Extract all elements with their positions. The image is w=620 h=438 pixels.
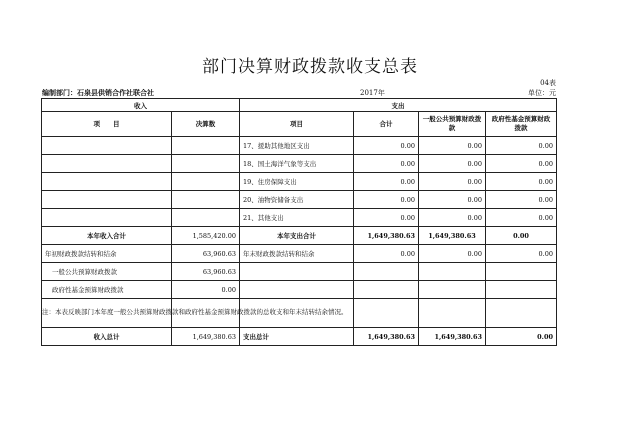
sub-fund-row xyxy=(42,281,557,299)
year-expense-fund: 0.00 xyxy=(486,227,557,245)
year-expense-general: 1,649,380.63 xyxy=(419,227,486,245)
expense-fund: 0.00 xyxy=(486,155,557,173)
grand-total-row xyxy=(42,328,557,346)
expense-item: 21、其他支出 xyxy=(240,209,354,227)
expense-header: 支出 xyxy=(240,99,557,112)
end-balance-label: 年末财政拨款结转和结余 xyxy=(240,245,354,263)
year-expense-label: 本年支出合计 xyxy=(240,227,354,245)
expense-total: 0.00 xyxy=(354,173,419,191)
sub-fund-label: 政府性基金预算财政拨款 xyxy=(42,281,172,299)
table-row xyxy=(42,209,557,227)
page-title: 部门决算财政拨款收支总表 xyxy=(202,57,418,77)
expense-total: 0.00 xyxy=(354,137,419,155)
expense-fund: 0.00 xyxy=(486,173,557,191)
sub-general-amount: 63,960.63 xyxy=(172,263,240,281)
expense-total: 0.00 xyxy=(354,191,419,209)
grand-expense-fund: 0.00 xyxy=(486,328,557,346)
amount-left-header: 决算数 xyxy=(172,112,240,137)
expense-total: 0.00 xyxy=(354,209,419,227)
meta-row xyxy=(42,88,556,98)
expense-item: 18、国土海洋气象等支出 xyxy=(240,155,354,173)
expense-total: 0.00 xyxy=(354,155,419,173)
grand-expense-total: 1,649,380.63 xyxy=(354,328,419,346)
table-row xyxy=(42,137,557,155)
general-budget-header: 一般公共预算财政拨款 xyxy=(419,112,486,137)
expense-general: 0.00 xyxy=(419,137,486,155)
year-income-amount: 1,585,420.00 xyxy=(172,227,240,245)
end-balance-general: 0.00 xyxy=(419,245,486,263)
balance-row xyxy=(42,245,557,263)
item-left-header: 项 目 xyxy=(42,112,172,137)
end-balance-fund: 0.00 xyxy=(486,245,557,263)
table-code: 04表 xyxy=(540,79,556,87)
income-header: 收入 xyxy=(42,99,240,112)
year-total-row xyxy=(42,227,557,245)
table-row xyxy=(42,155,557,173)
year-label: 2017年 xyxy=(360,89,385,97)
grand-expense-label: 支出总计 xyxy=(240,328,354,346)
expense-general: 0.00 xyxy=(419,191,486,209)
expense-item: 19、住房保障支出 xyxy=(240,173,354,191)
gov-fund-header: 政府性基金预算财政拨款 xyxy=(486,112,557,137)
end-balance-total: 0.00 xyxy=(354,245,419,263)
grand-income-amount: 1,649,380.63 xyxy=(172,328,240,346)
year-income-label: 本年收入合计 xyxy=(42,227,172,245)
year-expense-total: 1,649,380.63 xyxy=(354,227,419,245)
grand-income-label: 收入总计 xyxy=(42,328,172,346)
expense-general: 0.00 xyxy=(419,209,486,227)
grand-expense-general: 1,649,380.63 xyxy=(419,328,486,346)
item-right-header: 项目 xyxy=(240,112,354,137)
sub-general-label: 一般公共预算财政拨款 xyxy=(42,263,172,281)
sub-fund-amount: 0.00 xyxy=(172,281,240,299)
expense-item: 17、援助其他地区支出 xyxy=(240,137,354,155)
expense-general: 0.00 xyxy=(419,155,486,173)
expense-item: 20、油物资储备支出 xyxy=(240,191,354,209)
begin-balance-label: 年初财政拨款结转和结余 xyxy=(42,245,172,263)
header-row-2 xyxy=(42,112,557,137)
header-row-1 xyxy=(42,99,557,112)
total-header: 合计 xyxy=(354,112,419,137)
footnote: 注：本表反映部门本年度一般公共预算财政拨款和政府性基金预算财政拨款的总收支和年末结转结余情况。 xyxy=(42,308,348,316)
expense-fund: 0.00 xyxy=(486,191,557,209)
expense-fund: 0.00 xyxy=(486,137,557,155)
sub-general-row xyxy=(42,263,557,281)
expense-general: 0.00 xyxy=(419,173,486,191)
begin-balance-amount: 63,960.63 xyxy=(172,245,240,263)
table-row xyxy=(42,173,557,191)
expense-fund: 0.00 xyxy=(486,209,557,227)
org-label: 编制部门：石泉县供销合作社联合社 xyxy=(42,88,154,97)
unit-label: 单位：元 xyxy=(528,89,556,97)
table-row xyxy=(42,191,557,209)
